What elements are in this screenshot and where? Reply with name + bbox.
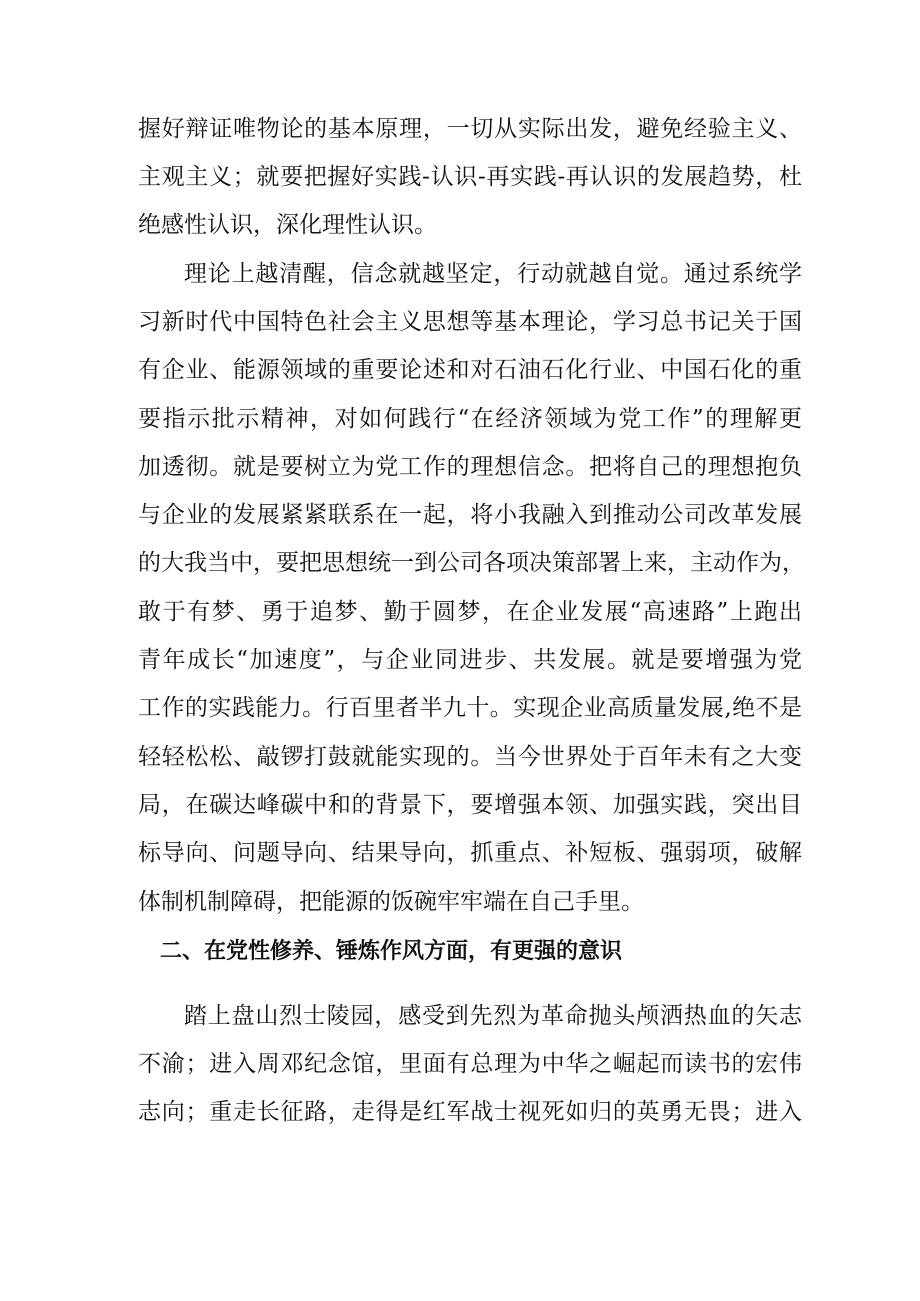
paragraph-2-line-6: 与企业的发展紧紧联系在一起，将小我融入到推动公司改革发展 <box>138 502 802 528</box>
paragraph-2-line-8: 敢于有梦、勇于追梦、勤于圆梦，在企业发展“高速路”上跑出 <box>138 599 802 625</box>
paragraph-2-line-3: 有企业、能源领域的重要论述和对石油石化行业、中国石化的重 <box>138 357 802 383</box>
paragraph-2-line-14: 体制机制障碍，把能源的饭碗牢牢端在自己手里。 <box>138 889 644 915</box>
paragraph-2-line-13: 标导向、问题导向、结果导向，抓重点、补短板、强弱项，破解 <box>138 840 802 866</box>
paragraph-1-line-1: 握好辩证唯物论的基本原理，一切从实际出发，避免经验主义、 <box>138 116 802 142</box>
paragraph-1-line-3: 绝感性认识，深化理性认识。 <box>138 212 437 238</box>
paragraph-2-line-5: 加透彻。就是要树立为党工作的理想信念。把将自己的理想抱负 <box>138 454 802 480</box>
paragraph-2-line-1: 理论上越清醒，信念就越坚定，行动就越自觉。通过系统学 <box>184 261 802 287</box>
paragraph-3-line-2: 不渝；进入周邓纪念馆，里面有总理为中华之崛起而读书的宏伟 <box>138 1051 802 1077</box>
paragraph-3-line-3: 志向；重走长征路，走得是红军战士视死如归的英勇无畏；进入 <box>138 1099 802 1125</box>
paragraph-2-line-2: 习新时代中国特色社会主义思想等基本理论，学习总书记关于国 <box>138 309 802 335</box>
paragraph-2-line-10: 工作的实践能力。行百里者半九十。实现企业高质量发展,绝不是 <box>138 695 802 721</box>
paragraph-2-line-7: 的大我当中，要把思想统一到公司各项决策部署上来，主动作为， <box>138 550 805 576</box>
paragraph-3-line-1: 踏上盘山烈士陵园，感受到先烈为革命抛头颅洒热血的矢志 <box>184 1003 802 1029</box>
section-heading: 二、在党性修养、锤炼作风方面，有更强的意识 <box>160 939 623 964</box>
paragraph-2-line-4: 要指示批示精神，对如何践行“在经济领域为党工作”的理解更 <box>138 406 802 432</box>
paragraph-2-line-9: 青年成长“加速度”，与企业同进步、共发展。就是要增强为党 <box>138 647 802 673</box>
paragraph-1-line-2: 主观主义；就要把握好实践-认识-再实践-再认识的发展趋势，杜 <box>138 164 802 190</box>
paragraph-2-line-12: 局，在碳达峰碳中和的背景下，要增强本领、加强实践，突出目 <box>138 792 802 818</box>
paragraph-2-line-11: 轻轻松松、敲锣打鼓就能实现的。当今世界处于百年未有之大变 <box>138 744 802 770</box>
